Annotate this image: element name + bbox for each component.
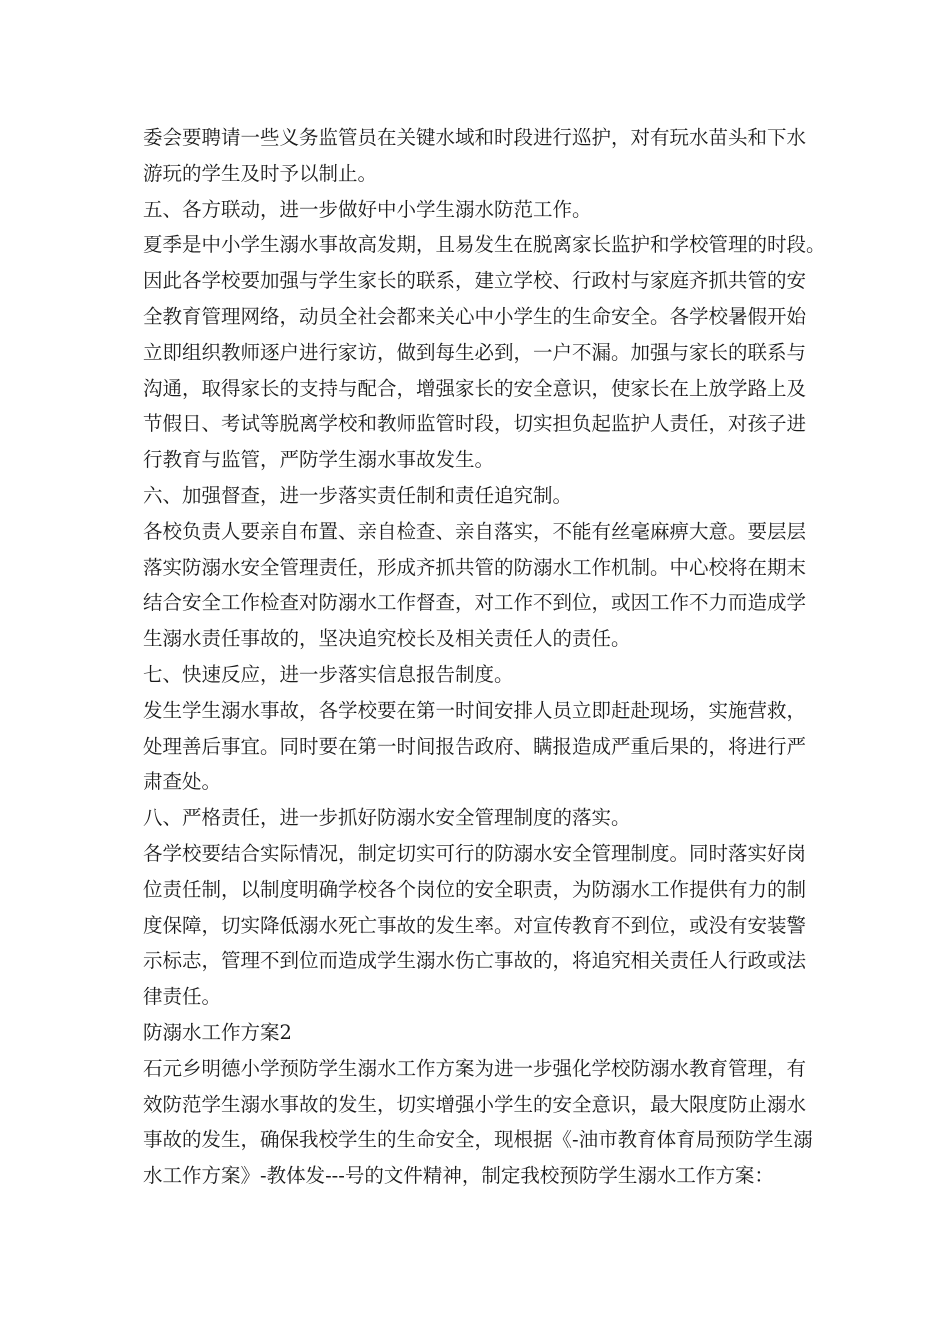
document-title: 防溺水工作方案2 — [143, 1020, 292, 1044]
section-heading: 六、加强督查，进一步落实责任制和责任追究制。 — [143, 483, 573, 507]
text-line: 各校负责人要亲自布置、亲自检查、亲自落实，不能有丝毫麻痹大意。要层层 — [143, 519, 807, 543]
text-line: 律责任。 — [143, 985, 222, 1009]
text-line: 处理善后事宜。同时要在第一时间报告政府、瞒报造成严重后果的，将进行严 — [143, 734, 807, 758]
text-line: 因此各学校要加强与学生家长的联系，建立学校、行政村与家庭齐抓共管的安 — [143, 269, 807, 293]
text-line: 游玩的学生及时予以制止。 — [143, 161, 378, 185]
text-line: 水工作方案》-教体发---号的文件精神，制定我校预防学生溺水工作方案： — [143, 1164, 774, 1188]
text-line: 沟通，取得家长的支持与配合，增强家长的安全意识，使家长在上放学路上及 — [143, 376, 807, 400]
text-line: 石元乡明德小学预防学生溺水工作方案为进一步强化学校防溺水教育管理，有 — [143, 1056, 807, 1080]
section-heading: 五、各方联动，进一步做好中小学生溺水防范工作。 — [143, 197, 592, 221]
text-line: 事故的发生，确保我校学生的生命安全，现根据《-油市教育体育局预防学生溺 — [143, 1128, 813, 1152]
text-line: 行教育与监管，严防学生溺水事故发生。 — [143, 448, 495, 472]
text-line: 示标志，管理不到位而造成学生溺水伤亡事故的，将追究相关责任人行政或法 — [143, 949, 807, 973]
text-line: 立即组织教师逐户进行家访，做到每生必到，一户不漏。加强与家长的联系与 — [143, 340, 807, 364]
section-heading: 七、快速反应，进一步落实信息报告制度。 — [143, 662, 514, 686]
text-line: 效防范学生溺水事故的发生，切实增强小学生的安全意识，最大限度防止溺水 — [143, 1092, 807, 1116]
text-line: 各学校要结合实际情况，制定切实可行的防溺水安全管理制度。同时落实好岗 — [143, 841, 807, 865]
text-line: 夏季是中小学生溺水事故高发期，且易发生在脱离家长监护和学校管理的时段。 — [143, 233, 826, 257]
text-line: 结合安全工作检查对防溺水工作督查，对工作不到位，或因工作不力而造成学 — [143, 591, 807, 615]
text-line: 委会要聘请一些义务监管员在关键水域和时段进行巡护，对有玩水苗头和下水 — [143, 126, 807, 149]
text-line: 节假日、考试等脱离学校和教师监管时段，切实担负起监护人责任，对孩子进 — [143, 412, 807, 436]
text-line: 落实防溺水安全管理责任，形成齐抓共管的防溺水工作机制。中心校将在期末 — [143, 555, 807, 579]
text-line: 肃查处。 — [143, 770, 222, 794]
text-line: 位责任制，以制度明确学校各个岗位的安全职责，为防溺水工作提供有力的制 — [143, 877, 807, 901]
document-body — [143, 120, 826, 1194]
text-line: 度保障，切实降低溺水死亡事故的发生率。对宣传教育不到位，或没有安装警 — [143, 913, 807, 937]
text-line: 发生学生溺水事故，各学校要在第一时间安排人员立即赶赴现场，实施营救， — [143, 698, 807, 722]
text-line: 生溺水责任事故的，坚决追究校长及相关责任人的责任。 — [143, 627, 631, 651]
section-heading: 八、严格责任，进一步抓好防溺水安全管理制度的落实。 — [143, 806, 631, 830]
text-line: 全教育管理网络，动员全社会都来关心中小学生的生命安全。各学校暑假开始 — [143, 304, 807, 328]
